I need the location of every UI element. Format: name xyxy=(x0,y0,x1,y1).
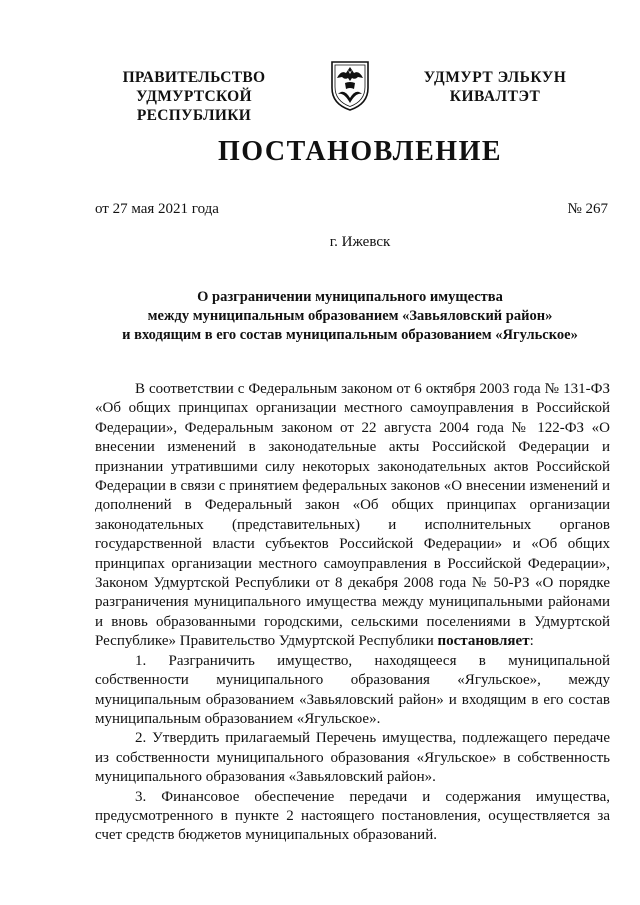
issuer-name-russian xyxy=(78,68,310,125)
resolution-keyword: постановляет xyxy=(437,633,530,650)
subject-line-3: и входящим в его состав муниципальным образованием «Ягульское» xyxy=(122,327,578,343)
document-number: № 267 xyxy=(567,201,608,217)
document-city: г. Ижевск xyxy=(329,234,391,250)
issuer-name-udmurt xyxy=(410,68,580,106)
issuer-line-1: ПРАВИТЕЛЬСТВО xyxy=(122,69,266,86)
clause-2: 2. Утвердить прилагаемый Перечень имущества, подлежащего передаче из собственности муниципального образования «Ягульское» в собственность муниципального образования «Завьяловский район». xyxy=(95,730,610,786)
preamble-text: В соответствии с Федеральным законом от 6 октября 2003 года № 131-ФЗ «Об общих принципах организации местного самоуправления в Российской Федерации», Федеральным законом от 22 августа 2004 года № 122-ФЗ «О внесении изменений в законодательные акты Российской Федерации и признании утратившими силу некоторых законодательных актов Российской Федерации в связи с принятием федеральных законов «О внесении изменений и дополнений в Федеральный закон «Об общих принципах организации законодательных (представительных) и исполнительных органов государственной власти субъектов Российской Федерации» и «Об общих принципах организации местного самоуправления в Российской Федерации», Законом Удмуртской Республики от 8 декабря 2008 года № 50-РЗ «О порядке разграничения муниципального имущества между муниципальными районами и вновь образованными городскими, сельскими поселениями в Удмуртской Республике» Правительство Удмуртской Республики xyxy=(95,381,610,650)
clause-3: 3. Финансовое обеспечение передачи и содержания имущества, предусмотренного в пункте 2 настоящего постановления, осуществляется за счет средств бюджетов муниципальных образований. xyxy=(95,788,610,844)
coat-of-arms-udmurtia-icon xyxy=(328,58,372,112)
issuer-udmurt-line-1: УДМУРТ ЭЛЬКУН xyxy=(423,69,567,86)
document-title: ПОСТАНОВЛЕНИЕ xyxy=(217,136,503,167)
issuer-line-2: УДМУРТСКОЙ РЕСПУБЛИКИ xyxy=(136,88,252,124)
issuer-udmurt-line-2: КИВАЛТЭТ xyxy=(449,88,541,105)
document-subject xyxy=(0,288,640,345)
document-body xyxy=(95,380,610,846)
preamble-paragraph xyxy=(95,380,610,652)
clause-1: 1. Разграничить имущество, находящееся в муниципальной собственности муниципального образования «Ягульское», между муниципальным образованием «Завьяловский район» и входящим в его состав муниципальным образованием «Ягульское». xyxy=(95,652,610,727)
document-date: от 27 мая 2021 года xyxy=(95,201,219,217)
subject-line-2: между муниципальным образованием «Завьяловский район» xyxy=(147,308,553,324)
subject-line-1: О разграничении муниципального имущества xyxy=(197,289,503,305)
preamble-colon: : xyxy=(529,633,534,650)
